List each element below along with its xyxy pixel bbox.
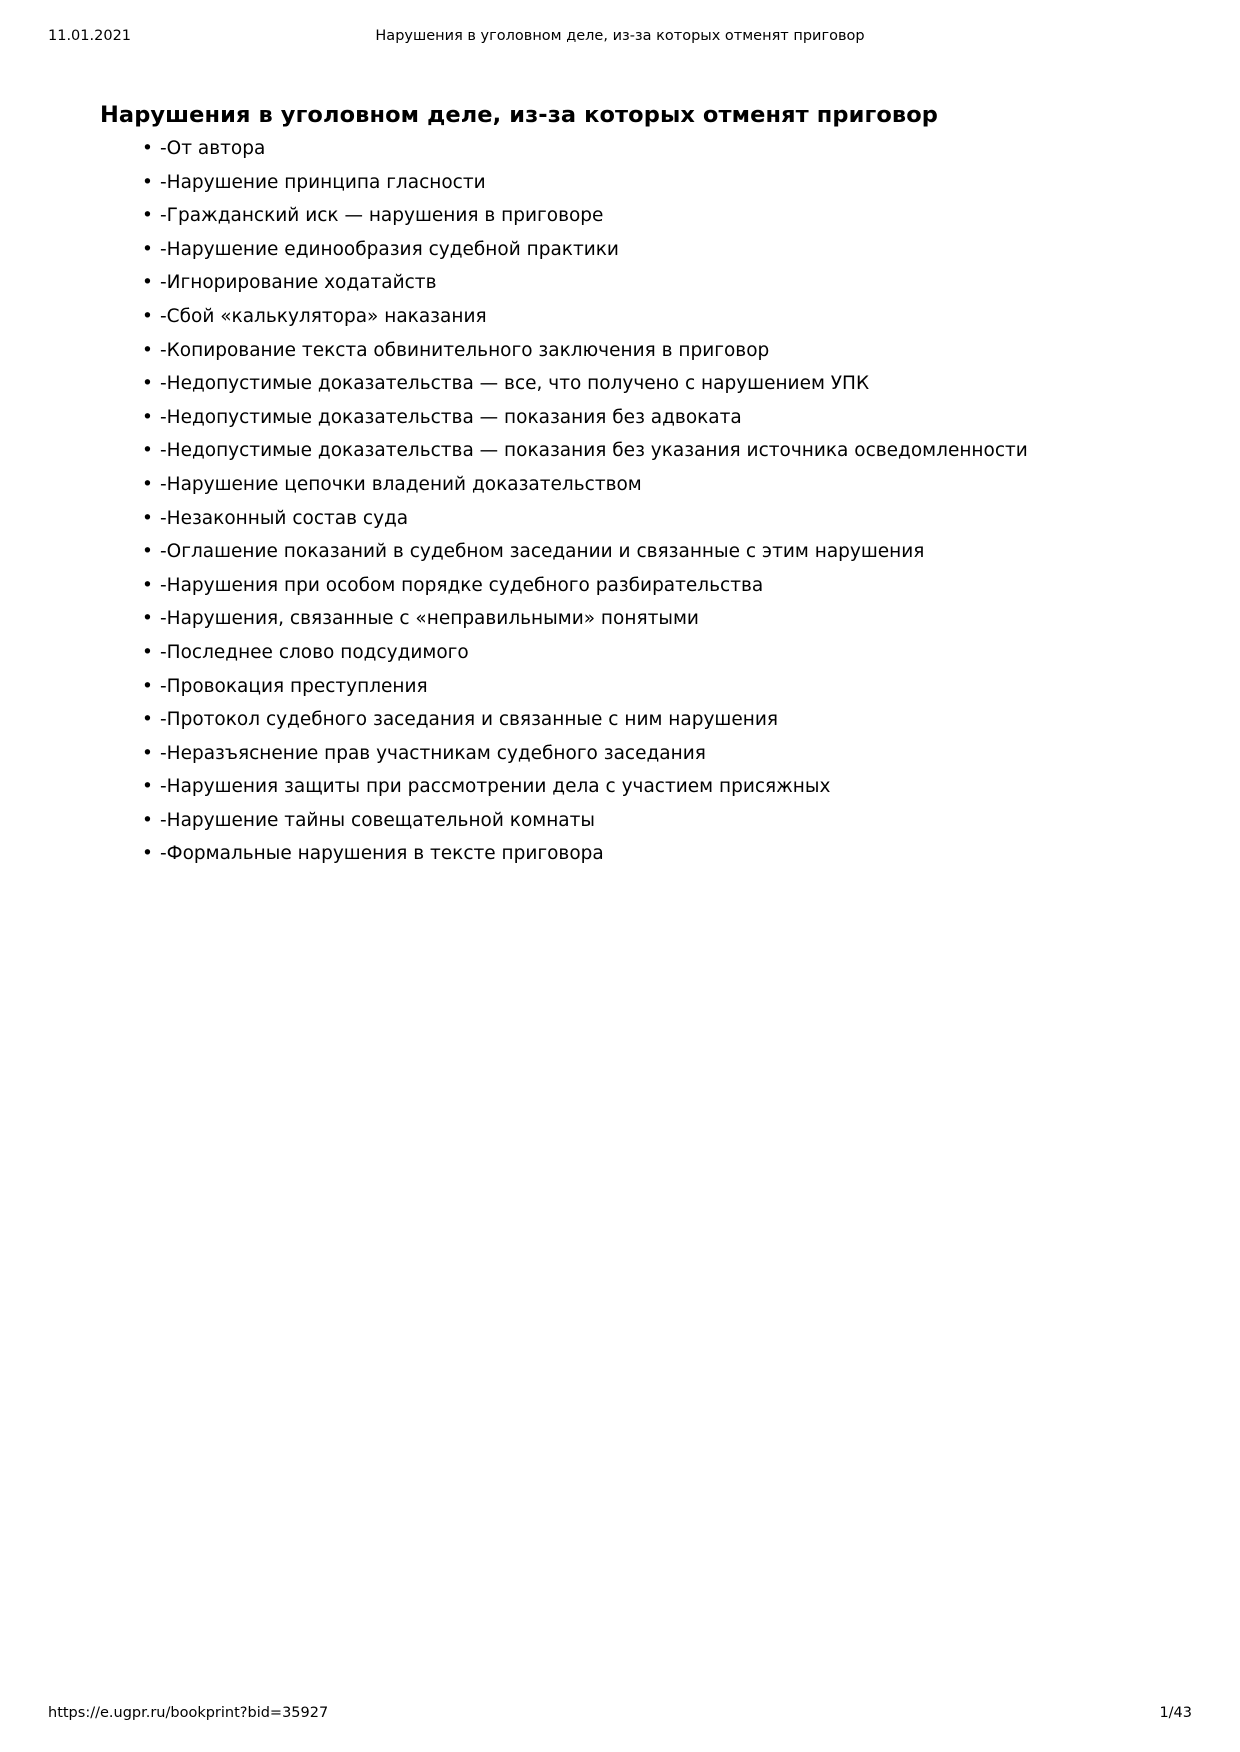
bullet-icon: • [142, 272, 153, 294]
violations-list [100, 138, 1110, 865]
list-item-label: -Нарушение цепочки владений доказательством [160, 473, 642, 495]
bullet-icon: • [142, 709, 153, 731]
list-item-label: -Последнее слово подсудимого [160, 641, 469, 663]
list-item-label: -Игнорирование ходатайств [160, 272, 437, 294]
list-item-label: -Сбой «калькулятора» наказания [160, 305, 487, 327]
list-item-label: -Недопустимые доказательства — все, что получено с нарушением УПК [160, 373, 870, 395]
bullet-icon: • [142, 473, 153, 495]
bullet-icon: • [142, 138, 153, 159]
list-item [100, 843, 1110, 865]
list-item-label: -Провокация преступления [160, 675, 428, 697]
list-item-label: -Гражданский иск — нарушения в приговоре [160, 205, 604, 227]
list-item-label: -Протокол судебного заседания и связанные с ним нарушения [160, 709, 778, 731]
bullet-icon: • [142, 507, 153, 529]
list-item [100, 508, 1110, 530]
bullet-icon: • [142, 742, 153, 764]
bullet-icon: • [142, 406, 153, 428]
list-item [100, 608, 1110, 630]
list-item-label: -От автора [160, 138, 266, 159]
list-item-label: -Неразъяснение прав участникам судебного заседания [160, 742, 706, 764]
list-item-label: -Нарушения при особом порядке судебного разбирательства [160, 574, 764, 596]
list-item [100, 709, 1110, 731]
bullet-icon: • [142, 843, 153, 865]
bullet-icon: • [142, 675, 153, 697]
list-item [100, 138, 1110, 160]
list-item [100, 205, 1110, 227]
list-item [100, 743, 1110, 765]
bullet-icon: • [142, 641, 153, 663]
list-item [100, 373, 1110, 395]
list-item [100, 407, 1110, 429]
list-item-label: -Недопустимые доказательства — показания без адвоката [160, 406, 742, 428]
list-item-label: -Нарушения, связанные с «неправильными» понятыми [160, 608, 699, 630]
list-item-label: -Недопустимые доказательства — показания без указания источника осведомленности [160, 440, 1028, 462]
list-item [100, 676, 1110, 698]
list-item [100, 642, 1110, 664]
bullet-icon: • [142, 339, 153, 361]
page-running-header [0, 26, 1240, 46]
bullet-icon: • [142, 440, 153, 462]
list-item [100, 239, 1110, 261]
bullet-icon: • [142, 608, 153, 630]
bullet-icon: • [142, 171, 153, 193]
header-date: 11.01.2021 [48, 28, 132, 44]
bullet-icon: • [142, 305, 153, 327]
bullet-icon: • [142, 574, 153, 596]
list-item-label: -Нарушение тайны совещательной комнаты [160, 809, 596, 831]
list-item [100, 810, 1110, 832]
bullet-icon: • [142, 809, 153, 831]
list-item [100, 776, 1110, 798]
bullet-icon: • [142, 541, 153, 563]
list-item-label: -Нарушение принципа гласности [160, 171, 486, 193]
bullet-icon: • [142, 238, 153, 260]
page-title: Нарушения в уголовном деле, из-за которых отменят приговор [100, 102, 938, 128]
footer-source-url: https://e.ugpr.ru/bookprint?bid=35927 [48, 1705, 329, 1721]
list-item [100, 172, 1110, 194]
document-content [100, 100, 1110, 877]
bullet-icon: • [142, 205, 153, 227]
header-document-title: Нарушения в уголовном деле, из-за которых отменят приговор [375, 28, 865, 44]
list-item-label: -Оглашение показаний в судебном заседании и связанные с этим нарушения [160, 541, 925, 563]
list-item [100, 474, 1110, 496]
list-item-label: -Нарушения защиты при рассмотрении дела с участием присяжных [160, 776, 831, 798]
list-item [100, 440, 1110, 462]
list-item-label: -Незаконный состав суда [160, 507, 409, 529]
footer-page-number: 1/43 [1159, 1705, 1192, 1721]
page-running-footer [0, 1704, 1240, 1724]
list-item [100, 575, 1110, 597]
list-item [100, 340, 1110, 362]
list-item-label: -Копирование текста обвинительного заключения в приговор [160, 339, 770, 361]
list-item [100, 272, 1110, 294]
bullet-icon: • [142, 373, 153, 395]
list-item-label: -Формальные нарушения в тексте приговора [160, 843, 604, 865]
list-item-label: -Нарушение единообразия судебной практики [160, 238, 619, 260]
list-item [100, 306, 1110, 328]
bullet-icon: • [142, 776, 153, 798]
list-item [100, 541, 1110, 563]
